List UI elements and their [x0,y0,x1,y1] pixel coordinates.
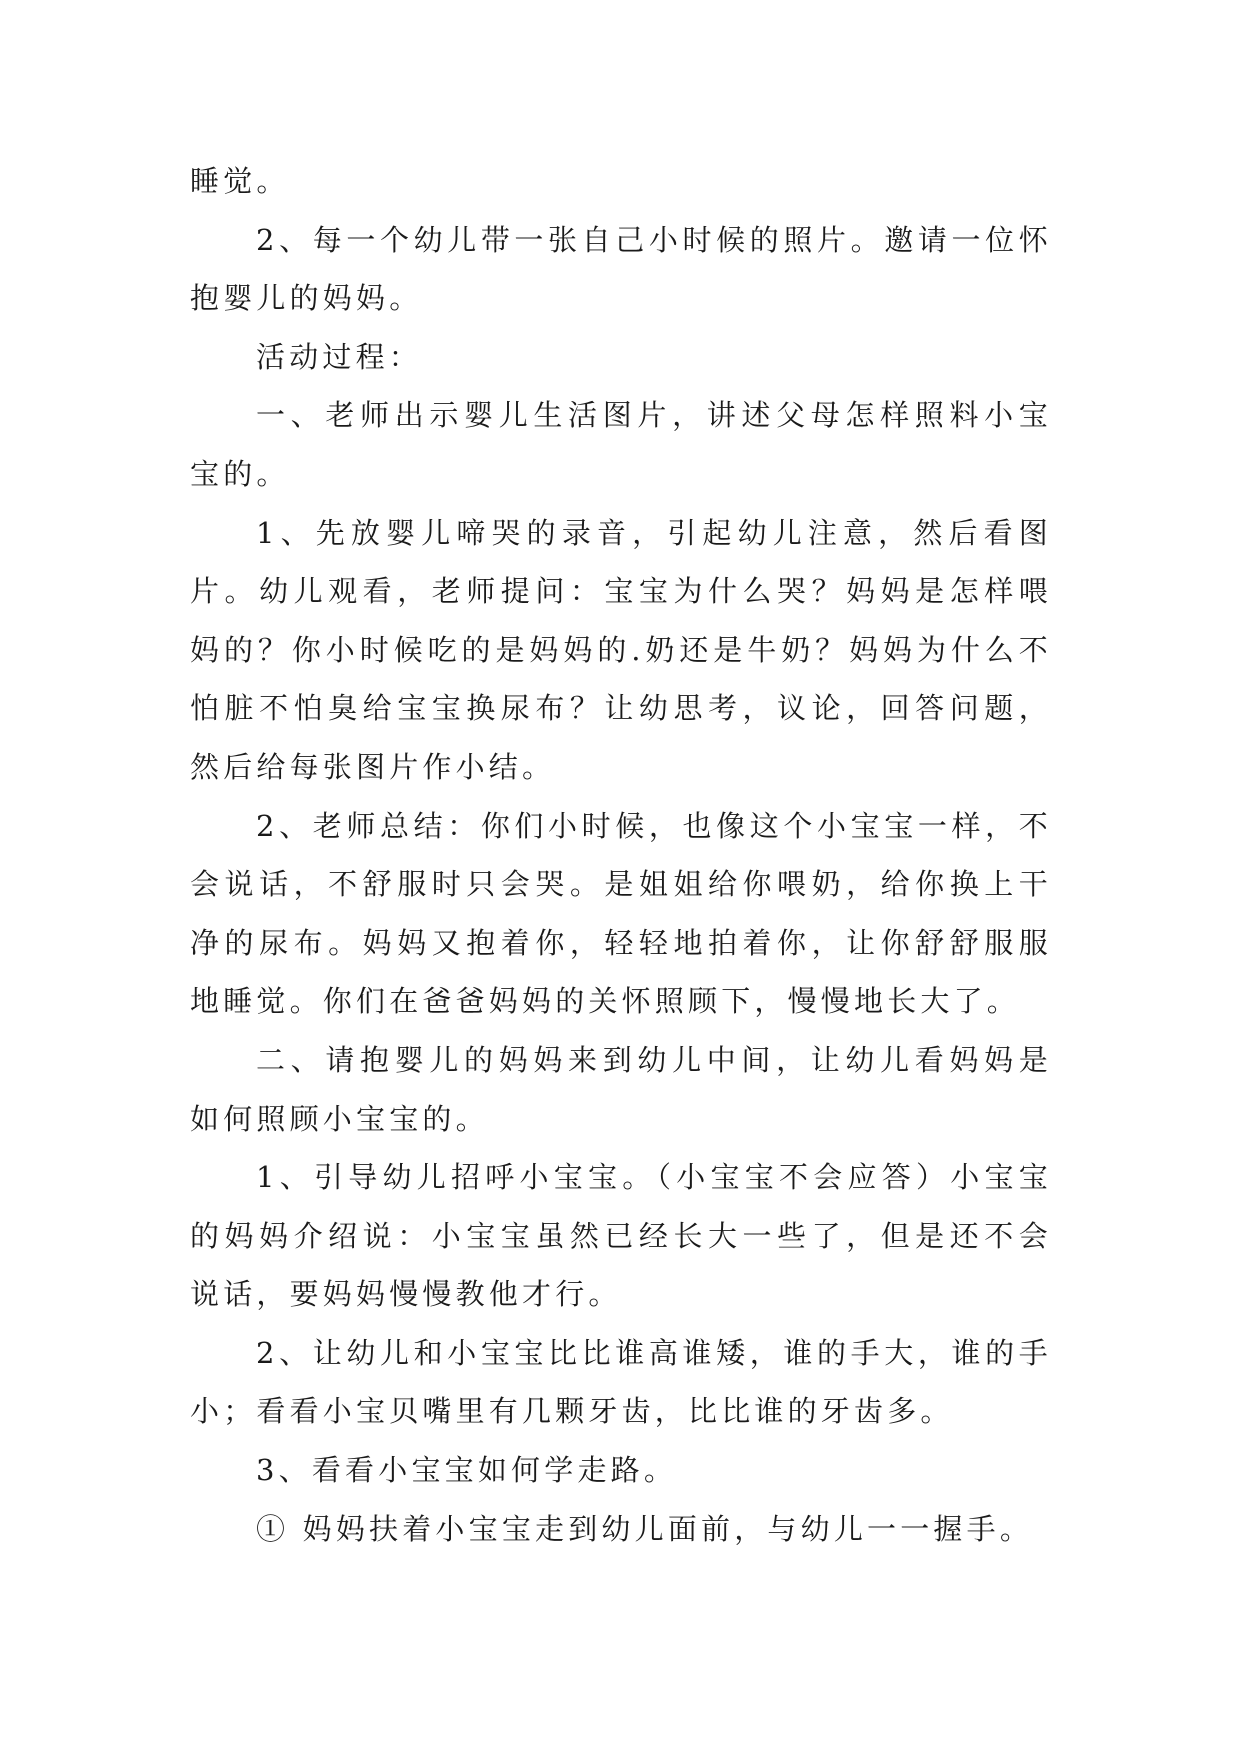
paragraph-preparation-2: 2、每一个幼儿带一张自己小时候的照片。邀请一位怀抱婴儿的妈妈。 [190,222,1052,316]
paragraph-section-2-item-3-step-1: ① 妈妈扶着小宝宝走到幼儿面前，与幼儿一一握手。 [256,1511,1034,1546]
paragraph-section-1-item-1: 1、先放婴儿啼哭的录音，引起幼儿注意，然后看图片。幼儿观看，老师提问：宝宝为什么哭？妈妈是怎样喂妈的？你小时候吃的是妈妈的.奶还是牛奶？妈妈为什么不怕脏不怕臭给宝宝换尿布？让幼思考，议论，回答问题，然后给每张图片作小结。 [190,515,1052,784]
paragraph-continuation: 睡觉。 [190,164,290,198]
paragraph-section-2-item-2: 2、让幼儿和小宝宝比比谁高谁矮，谁的手大，谁的手小；看看小宝贝嘴里有几颗牙齿，比比谁的牙齿多。 [190,1335,1052,1429]
paragraph-section-1: 一、老师出示婴儿生活图片，讲述父母怎样照料小宝宝的。 [190,398,1052,491]
paragraph-section-2-item-1: 1、引导幼儿招呼小宝宝。（小宝宝不会应答）小宝宝的妈妈介绍说：小宝宝虽然已经长大一些了，但是还不会说话，要妈妈慢慢教他才行。 [190,1160,1052,1312]
paragraph-section-1-item-2: 2、老师总结：你们小时候，也像这个小宝宝一样，不会说话，不舒服时只会哭。是姐姐给你喂奶，给你换上干净的尿布。妈妈又抱着你，轻轻地拍着你，让你舒舒服服地睡觉。你们在爸爸妈妈的关怀照顾下，慢慢地长大了。 [190,808,1052,1019]
heading-activity-process: 活动过程： [256,339,423,374]
document-body [190,152,1052,1558]
paragraph-section-2-item-3: 3、看看小宝宝如何学走路。 [256,1453,678,1488]
paragraph-section-2: 二、请抱婴儿的妈妈来到幼儿中间，让幼儿看妈妈是如何照顾小宝宝的。 [190,1042,1052,1136]
